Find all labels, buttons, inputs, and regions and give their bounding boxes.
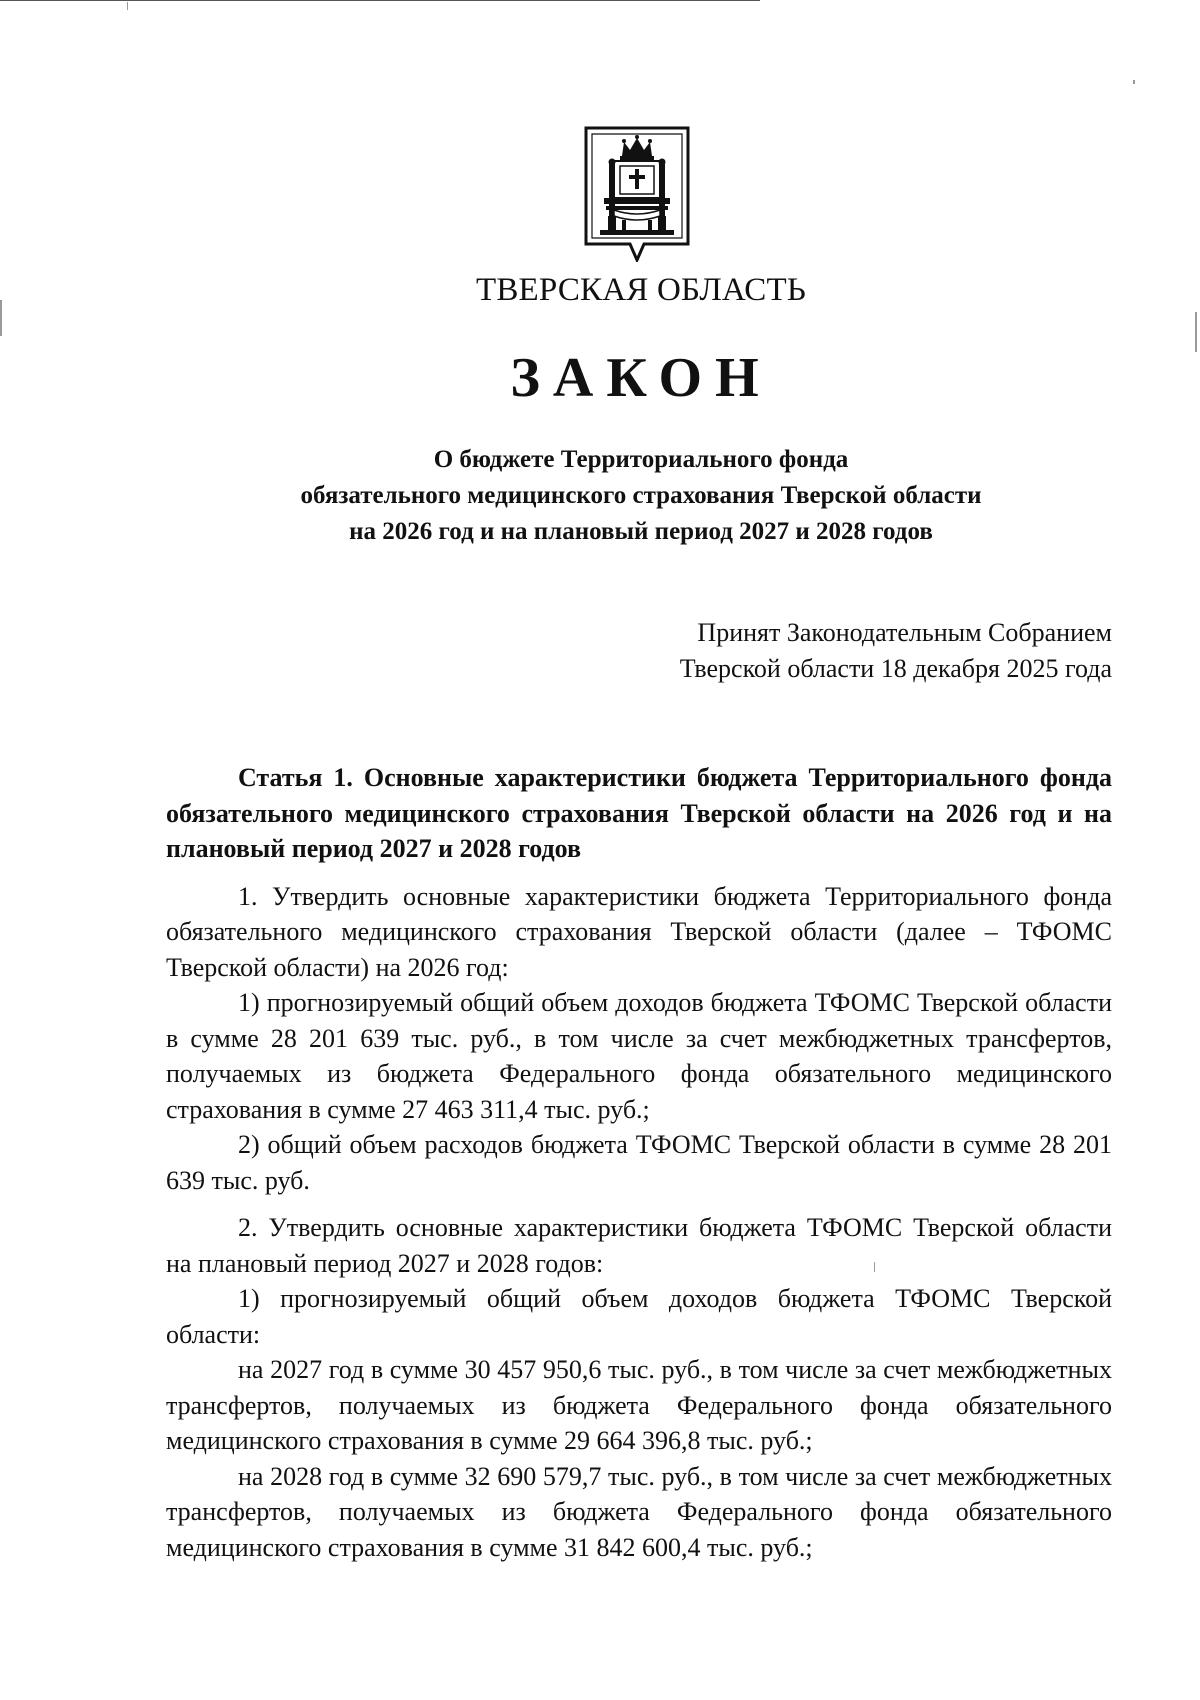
document-type-title: ЗАКОН [510,347,772,409]
paragraph: 2) общий объем расходов бюджета ТФОМС Тверской области в сумме 28 201 639 тыс. руб. [166,1130,1112,1195]
adoption-note-line: Принят Законодательным Собранием [697,618,1112,647]
law-subject-line: О бюджете Территориального фонда [433,446,849,473]
paragraph: 1. Утвердить основные характеристики бюджета Территориального фонда обязательного медицинского страхования Тверской области (далее – ТФОМС Тверской области) на 2026 год: [166,881,1112,982]
paragraph: на 2027 год в сумме 30 457 950,6 тыс. руб., в том числе за счет межбюджетных трансфертов, получаемых из бюджета Федерального фонда обязательного медицинского страхования в сумме 29 664 396,8 тыс. руб.; [166,1355,1112,1455]
adoption-note [500,615,1112,687]
law-subject-line: обязательного медицинского страхования Тверской области [300,482,982,509]
document-body [166,760,1112,1565]
scan-edge-line [0,0,760,1]
coat-of-arms-emblem [584,126,690,262]
adoption-note-line: Тверской области 18 декабря 2025 года [679,654,1112,683]
scan-speck [1133,80,1135,84]
tver-coat-of-arms-icon [584,126,690,262]
paragraph: 2. Утвердить основные характеристики бюджета ТФОМС Тверской области на плановый период 2027 и 2028 годов: [166,1213,1112,1278]
paragraph: на 2028 год в сумме 32 690 579,7 тыс. руб., в том числе за счет межбюджетных трансфертов, получаемых из бюджета Федерального фонда обязательного медицинского страхования в сумме 31 842 600,4 тыс. руб.; [166,1461,1112,1562]
law-subject [0,442,1200,550]
paragraph: 1) прогнозируемый общий объем доходов бюджета ТФОМС Тверской области: [166,1284,1112,1349]
article-heading: Статья 1. Основные характеристики бюджета Территориального фонда обязательного медицинского страхования Тверской области на 2026 год и на плановый период 2027 и 2028 годов [166,763,1112,863]
region-name: ТВЕРСКАЯ ОБЛАСТЬ [475,272,807,308]
paragraph: 1) прогнозируемый общий объем доходов бюджета ТФОМС Тверской области в сумме 28 201 639 тыс. руб., в том числе за счет межбюджетных трансфертов, получаемых из бюджета Федерального фонда обязательного медицинского страхования в сумме 27 463 311,4 тыс. руб.; [166,988,1112,1124]
law-subject-line: на 2026 год и на плановый период 2027 и 2028 годов [349,518,933,545]
scan-speck [127,2,128,10]
